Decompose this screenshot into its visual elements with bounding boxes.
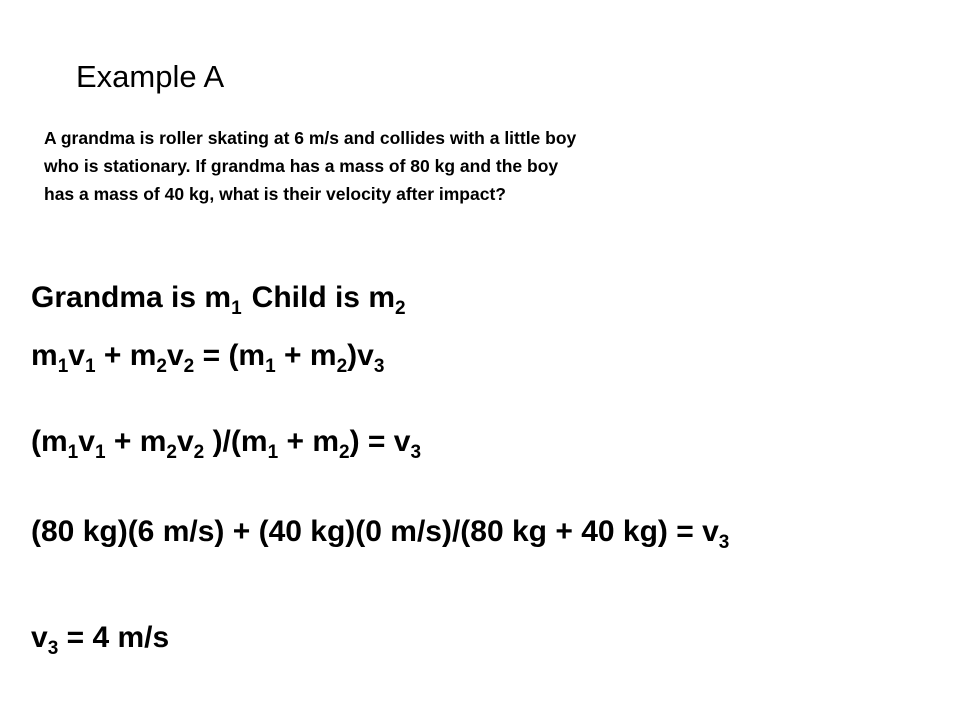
problem-line-2: who is stationary. If grandma has a mass of 80 kg and the boy [44,156,559,176]
subscript: 1 [84,356,96,377]
term: m [31,339,58,372]
grandma-mass-label: Grandma is m [31,281,232,314]
term: (m [31,425,68,458]
term: + m [105,425,167,458]
subscript: 3 [410,442,422,463]
subscript: 2 [156,356,167,377]
child-mass-label: Child is m [251,281,396,314]
problem-statement [44,124,804,208]
subscript: 2 [166,442,177,463]
subscript: 3 [47,638,59,659]
subscript: 2 [339,442,350,463]
term: v [31,621,48,654]
subscript: 1 [231,298,242,319]
term: = (m [194,339,266,372]
subscript: 2 [183,356,195,377]
term: v [68,339,85,372]
term: )/(m [204,425,268,458]
term: ) = v [349,425,411,458]
term: (80 kg)(6 m/s) + (40 kg)(0 m/s)/(80 kg + 40 kg) = v [31,515,719,548]
solved-equation [31,424,422,463]
term: + m [95,339,157,372]
subscript: 1 [94,442,106,463]
problem-line-3: has a mass of 40 kg, what is their velocity after impact? [44,184,506,204]
term: = 4 m/s [58,621,170,654]
subscript: 3 [718,532,730,553]
subscript: 2 [193,442,205,463]
term: v [78,425,95,458]
term: + m [275,339,337,372]
term: )v [347,339,374,372]
subscript: 1 [267,442,279,463]
momentum-equation [31,338,385,377]
mass-definitions [31,280,406,319]
subscript: 2 [395,298,406,319]
subscript: 1 [57,356,69,377]
substituted-equation [31,514,730,553]
subscript: 2 [336,356,348,377]
term: + m [278,425,340,458]
term: v [166,339,184,372]
subscript: 1 [265,356,276,377]
problem-line-1: A grandma is roller skating at 6 m/s and collides with a little boy [44,128,577,148]
subscript: 1 [67,442,79,463]
result [31,620,170,659]
slide-title: Example A [76,59,225,94]
subscript: 3 [373,356,385,377]
term: v [176,425,194,458]
